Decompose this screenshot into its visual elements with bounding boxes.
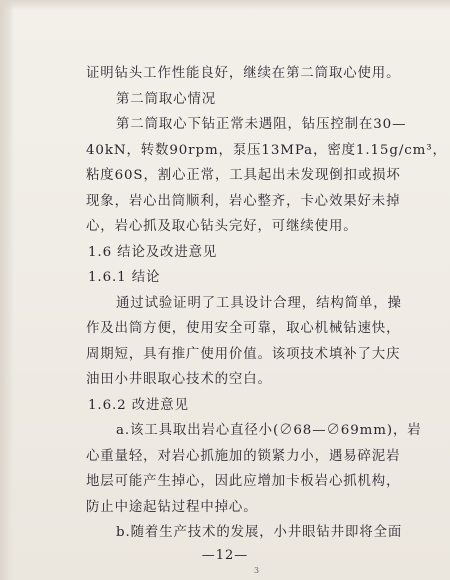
subheading-second-core: 第二筒取心情况	[116, 92, 217, 107]
text-line: 油田小井眼取心技术的空白。	[86, 372, 272, 387]
text-line: 证明钻头工作性能良好，继续在第二筒取心使用。	[86, 66, 401, 81]
text-line: 通过试验证明了工具设计合理，结构简单，操	[116, 296, 402, 311]
text-line: 心重量轻，对岩心抓施加的锁紧力小，遇易碎泥岩	[86, 449, 401, 464]
page-number: —12—	[201, 548, 249, 563]
text-line: 周期短，具有推广使用价值。该项技术填补了大庆	[86, 347, 401, 362]
text-line: 粘度60S，割心正常，工具起出未发现倒扣或损坏	[86, 168, 401, 183]
text-line: 40kN，转数90rpm，泵压13MPa，密度1.15g/cm³，	[86, 143, 447, 158]
text-line: 作及出筒方便，使用安全可靠，取心机械钻速快，	[86, 321, 401, 336]
text-line: 第二筒取心下钻正常未遇阻，钻压控制在30—	[116, 117, 407, 132]
text-line: b.随着生产技术的发展，小井眼钻井即将全面	[116, 525, 403, 540]
text-line: 心，岩心抓及取心钻头完好，可继续使用。	[86, 219, 358, 234]
binding-edge	[0, 0, 14, 580]
top-page-edge	[0, 0, 450, 10]
subsection-heading-conclusion: 1.6.1 结论	[88, 270, 161, 285]
text-line: 现象，岩心出筒顺利，岩心整齐，卡心效果好未掉	[86, 194, 401, 209]
subsection-heading-improvement: 1.6.2 改进意见	[88, 398, 189, 413]
section-heading: 1.6 结论及改进意见	[88, 245, 218, 260]
text-line: 地层可能产生掉心，因此应增加卡板岩心抓机构，	[86, 474, 401, 489]
text-line: 防止中途起钻过程中掉心。	[86, 500, 258, 515]
text-line: a.该工具取出岩心直径小(∅68—∅69mm)，岩	[116, 423, 422, 438]
footer-mark: 3	[254, 566, 260, 575]
